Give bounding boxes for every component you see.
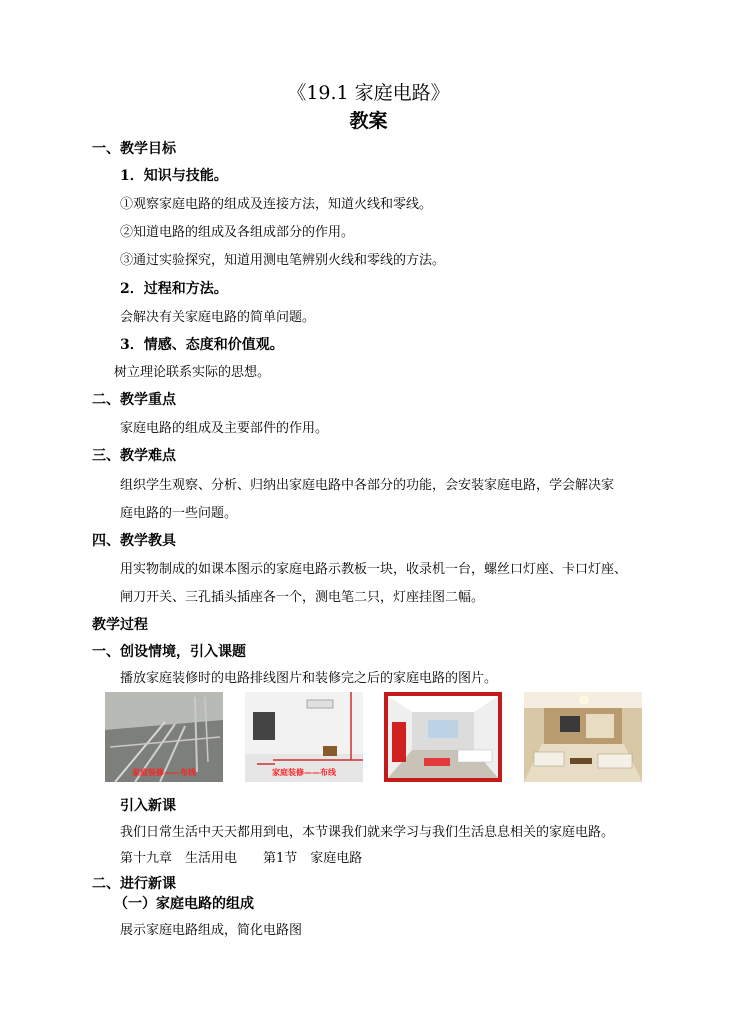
paragraph: 家庭电路的组成及主要部件的作用。 xyxy=(120,421,329,436)
subsection-heading: 引入新课 xyxy=(120,798,176,814)
paragraph: 展示家庭电路组成，简化电路图 xyxy=(120,923,303,938)
subsection-heading: 1．知识与技能。 xyxy=(120,168,228,184)
paragraph: 我们日常生活中天天都用到电，本节课我们就来学习与我们生活息息相关的家庭电路。 xyxy=(120,825,615,840)
paragraph: 用实物制成的如课本图示的家庭电路示教板一块，收录机一台，螺丝口灯座、卡口灯座、 xyxy=(120,562,628,577)
photo-wiring-wall xyxy=(245,692,363,782)
photo-caption: 家庭装修——布线 xyxy=(272,768,336,777)
section-heading: 一、创设情境，引入课题 xyxy=(92,644,246,660)
photo-wiring-construction xyxy=(105,692,223,782)
section-heading: 一、教学目标 xyxy=(92,141,176,157)
subsection-heading: 2．过程和方法。 xyxy=(120,281,228,297)
section-heading: 二、进行新课 xyxy=(92,876,176,892)
paragraph: 树立理论联系实际的思想。 xyxy=(114,365,271,380)
photo-living-room-red xyxy=(384,692,502,782)
page-title-1: 《19.1 家庭电路》 xyxy=(287,82,450,104)
page-title-2: 教案 xyxy=(349,110,388,132)
photo-living-room-bright xyxy=(524,692,642,782)
section-heading: 四、教学教具 xyxy=(92,533,176,549)
subsection-heading: 3．情感、态度和价值观。 xyxy=(120,337,284,353)
photo-caption: 家庭装修——布线 xyxy=(132,768,196,777)
paragraph: 播放家庭装修时的电路排线图片和装修完之后的家庭电路的图片。 xyxy=(120,671,498,686)
section-heading: 三、教学难点 xyxy=(92,448,176,464)
paragraph: 会解决有关家庭电路的简单问题。 xyxy=(120,310,316,325)
paragraph: ①观察家庭电路的组成及连接方法，知道火线和零线。 xyxy=(120,197,433,212)
section-heading: 教学过程 xyxy=(92,617,148,633)
section-heading: 二、教学重点 xyxy=(92,392,176,408)
paragraph: 闸刀开关、三孔插头插座各一个，测电笔二只，灯座挂图二幅。 xyxy=(120,590,485,605)
paragraph: ③通过实验探究，知道用测电笔辨别火线和零线的方法。 xyxy=(120,253,446,268)
paragraph: 第十九章 生活用电 第1节 家庭电路 xyxy=(120,851,363,866)
paragraph: 庭电路的一些问题。 xyxy=(120,506,238,521)
paragraph: 组织学生观察、分析、归纳出家庭电路中各部分的功能，会安装家庭电路，学会解决家 xyxy=(120,478,615,493)
subsection-heading: （一）家庭电路的组成 xyxy=(114,896,254,912)
paragraph: ②知道电路的组成及各组成部分的作用。 xyxy=(120,225,355,240)
